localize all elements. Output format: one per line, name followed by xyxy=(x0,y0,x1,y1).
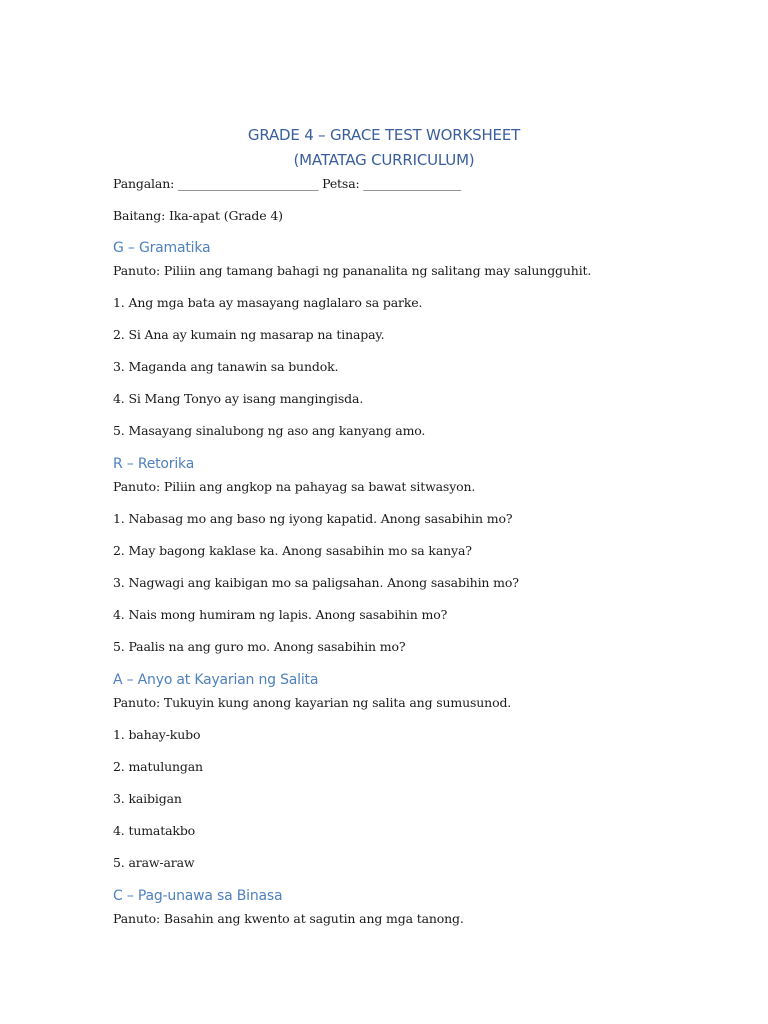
section-instruction: Panuto: Tukuyin kung anong kayarian ng salita ang sumusunod. xyxy=(113,695,512,710)
worksheet-title: GRADE 4 – GRACE TEST WORKSHEET xyxy=(247,126,521,144)
section-instruction: Panuto: Basahin ang kwento at sagutin ang mga tanong. xyxy=(113,911,464,926)
question-item: 4. Si Mang Tonyo ay isang mangingisda. xyxy=(113,391,364,406)
question-item: 2. Si Ana ay kumain ng masarap na tinapay. xyxy=(113,327,385,342)
question-item: 3. kaibigan xyxy=(113,791,182,806)
section-heading-retorika: R – Retorika xyxy=(113,456,195,472)
question-item: 2. May bagong kaklase ka. Anong sasabihin mo sa kanya? xyxy=(113,543,472,558)
worksheet-subtitle: (MATATAG CURRICULUM) xyxy=(293,151,475,169)
question-item: 4. Nais mong humiram ng lapis. Anong sasabihin mo? xyxy=(113,607,448,622)
grade-level: Baitang: Ika-apat (Grade 4) xyxy=(113,208,283,223)
question-item: 3. Nagwagi ang kaibigan mo sa paligsahan. Anong sasabihin mo? xyxy=(113,575,519,590)
question-item: 1. Nabasag mo ang baso ng iyong kapatid. Anong sasabihin mo? xyxy=(113,511,513,526)
question-item: 3. Maganda ang tanawin sa bundok. xyxy=(113,359,339,374)
section-heading-gramatika: G – Gramatika xyxy=(113,240,211,256)
section-instruction: Panuto: Piliin ang angkop na pahayag sa bawat sitwasyon. xyxy=(113,479,476,494)
name-date-field: Pangalan: _______________________ Petsa: ________________ xyxy=(113,176,461,191)
question-item: 1. Ang mga bata ay masayang naglalaro sa parke. xyxy=(113,295,423,310)
question-item: 5. Masayang sinalubong ng aso ang kanyang amo. xyxy=(113,423,426,438)
question-item: 5. Paalis na ang guro mo. Anong sasabihin mo? xyxy=(113,639,406,654)
section-heading-anyo: A – Anyo at Kayarian ng Salita xyxy=(113,672,319,688)
question-item: 4. tumatakbo xyxy=(113,823,196,838)
section-instruction: Panuto: Piliin ang tamang bahagi ng pananalita ng salitang may salungguhit. xyxy=(113,263,592,278)
question-item: 1. bahay-kubo xyxy=(113,727,201,742)
section-heading-pag-unawa: C – Pag-unawa sa Binasa xyxy=(113,888,283,904)
question-item: 2. matulungan xyxy=(113,759,203,774)
question-item: 5. araw-araw xyxy=(113,855,195,870)
